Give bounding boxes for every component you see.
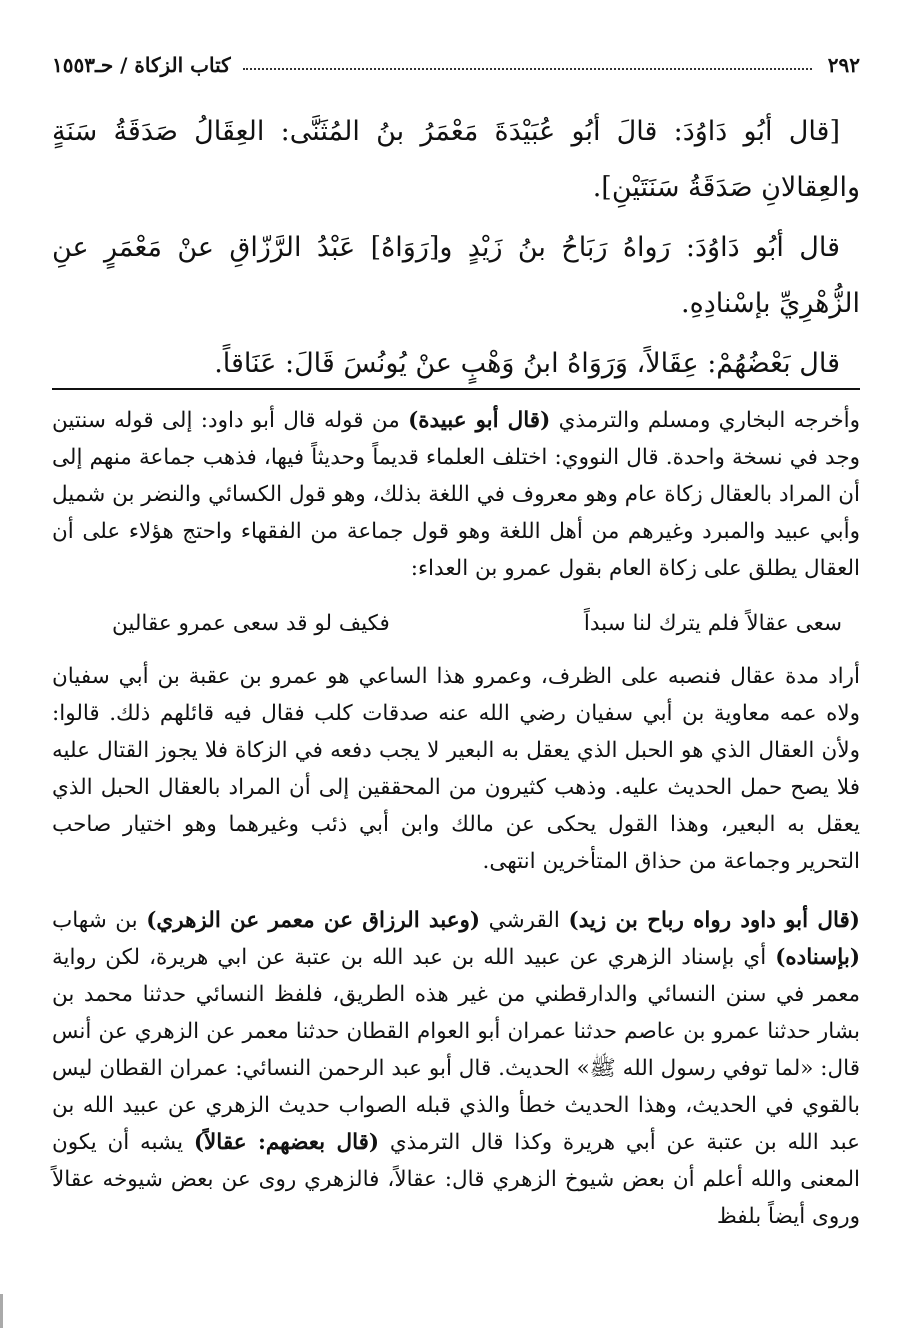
- hadith-paragraph-2: قال أبُو دَاوُدَ: رَواهُ رَبَاحُ بنُ زَيْدٍ و[رَوَاهُ] عَبْدُ الرَّزّاقِ عنْ مَعْمَرٍ عنِ الزُّهْرِيِّ بإسْنادِهِ.: [52, 232, 860, 319]
- hadith-paragraph-3: قال بَعْضُهُمْ: عِقَالاً، وَرَوَاهُ ابنُ وَهْبٍ عنْ يُونُسَ قَالَ: عَنَاقاً.: [214, 348, 840, 379]
- verse-first-hemistich: سعى عقالاً فلم يترك لنا سبداً: [583, 611, 842, 636]
- commentary-text-run: أي بإسناد الزهري عن عبيد الله بن عبد الله بن عتبة عن ابي هريرة، لكن رواية معمر في سنن النسائي والدارقطني من غير هذه الطريق، فلفظ النسائي حدثنا محمد بن بشار حدثنا عمرو بن عاصم حدثنا عمران أبو العوام القطان حدثنا معمر عن الزهري عن أنس قال: «لما توفي رسول الله ﷺ» الحديث. قال أبو عبد الرحمن النسائي: عمران القطان ليس بالقوي في الحديث، وهذا الحديث خطأ والذي قبله الصواب حديث الزهري عن عبيد الله بن عبد الله بن عتبة عن أبي هريرة وكذا قال الترمذي: [52, 945, 860, 1155]
- commentary-text: [52, 402, 860, 1235]
- verse-second-hemistich: فكيف لو قد سعى عمرو عقالين: [112, 611, 390, 636]
- scan-edge-mark: [0, 1294, 3, 1328]
- bold-quote: (وعبد الرزاق عن معمر عن الزهري): [146, 908, 481, 933]
- commentary-paragraph-1: [52, 402, 860, 587]
- running-title: كتاب الزكاة / حـ١٥٥٣: [52, 53, 231, 77]
- commentary-text-run: بن شهاب: [52, 908, 147, 933]
- hadith-paragraph-1: [قال أبُو دَاوُدَ: قالَ أبُو عُبَيْدَةَ مَعْمَرُ بنُ المُثَنَّى: العِقَالُ صَدَقَةُ سَنَةٍ والعِقالانِ صَدَقَةُ سَنَتَيْنِ].: [52, 116, 860, 203]
- bold-quote: (قال أبو عبيدة): [408, 408, 551, 433]
- poetry-verse: [52, 605, 860, 642]
- commentary-text-run: القرشي: [480, 908, 569, 933]
- footnote-divider: [52, 388, 860, 390]
- bold-quote: (قال أبو داود رواه رباح بن زيد): [568, 908, 860, 933]
- page-header: [52, 48, 860, 82]
- commentary-text-run: يشبه أن يكون المعنى والله أعلم أن بعض شيوخ الزهري قال: عقالاً، فالزهري روى عن بعض شيوخه عقالاً وروى أيضاً بلفظ: [52, 1130, 860, 1229]
- header-dotted-leader: [243, 68, 812, 70]
- bold-quote: (قال بعضهم: عقالاً): [193, 1130, 380, 1155]
- commentary-text-run: من قوله قال أبو داود: إلى قوله سنتين وجد في نسخة واحدة. قال النووي: اختلف العلماء قديماً وحديثاً فيها، فذهب جماعة منهم إلى أن المراد بالعقال زكاة عام وهو معروف في اللغة بذلك، وهو قول الكسائي والنضر بن شميل وأبي عبيد والمبرد وغيرهم من أهل اللغة وهو قول جماعة من الفقهاء واحتج هؤلاء على أن العقال يطلق على زكاة العام بقول عمرو بن العداء:: [52, 408, 860, 581]
- commentary-text-run: وأخرجه البخاري ومسلم والترمذي: [550, 408, 860, 433]
- hadith-text: [52, 104, 860, 396]
- commentary-paragraph-3: [52, 902, 860, 1235]
- page-number: ٢٩٢: [827, 53, 860, 77]
- document-page: [52, 0, 860, 1340]
- bold-quote: (بإسناده): [775, 945, 860, 970]
- commentary-paragraph-2: أراد مدة عقال فنصبه على الظرف، وعمرو هذا الساعي هو عمرو بن عقبة بن أبي سفيان ولاه عمه معاوية بن أبي سفيان رضي الله عنه صدقات كلب فقال فيه قائلهم ذلك. قالوا: ولأن العقال الذي هو الحبل الذي يعقل به البعير لا يجب دفعه في الزكاة فلا يجوز القتال عليه فلا يصح حمل الحديث عليه. وذهب كثيرون من المحققين إلى أن المراد بالعقال الحبل الذي يعقل به البعير، وهذا القول يحكى عن مالك وابن أبي ذئب وغيرهما وهو اختيار صاحب التحرير وجماعة من حذاق المتأخرين انتهى.: [52, 664, 860, 874]
